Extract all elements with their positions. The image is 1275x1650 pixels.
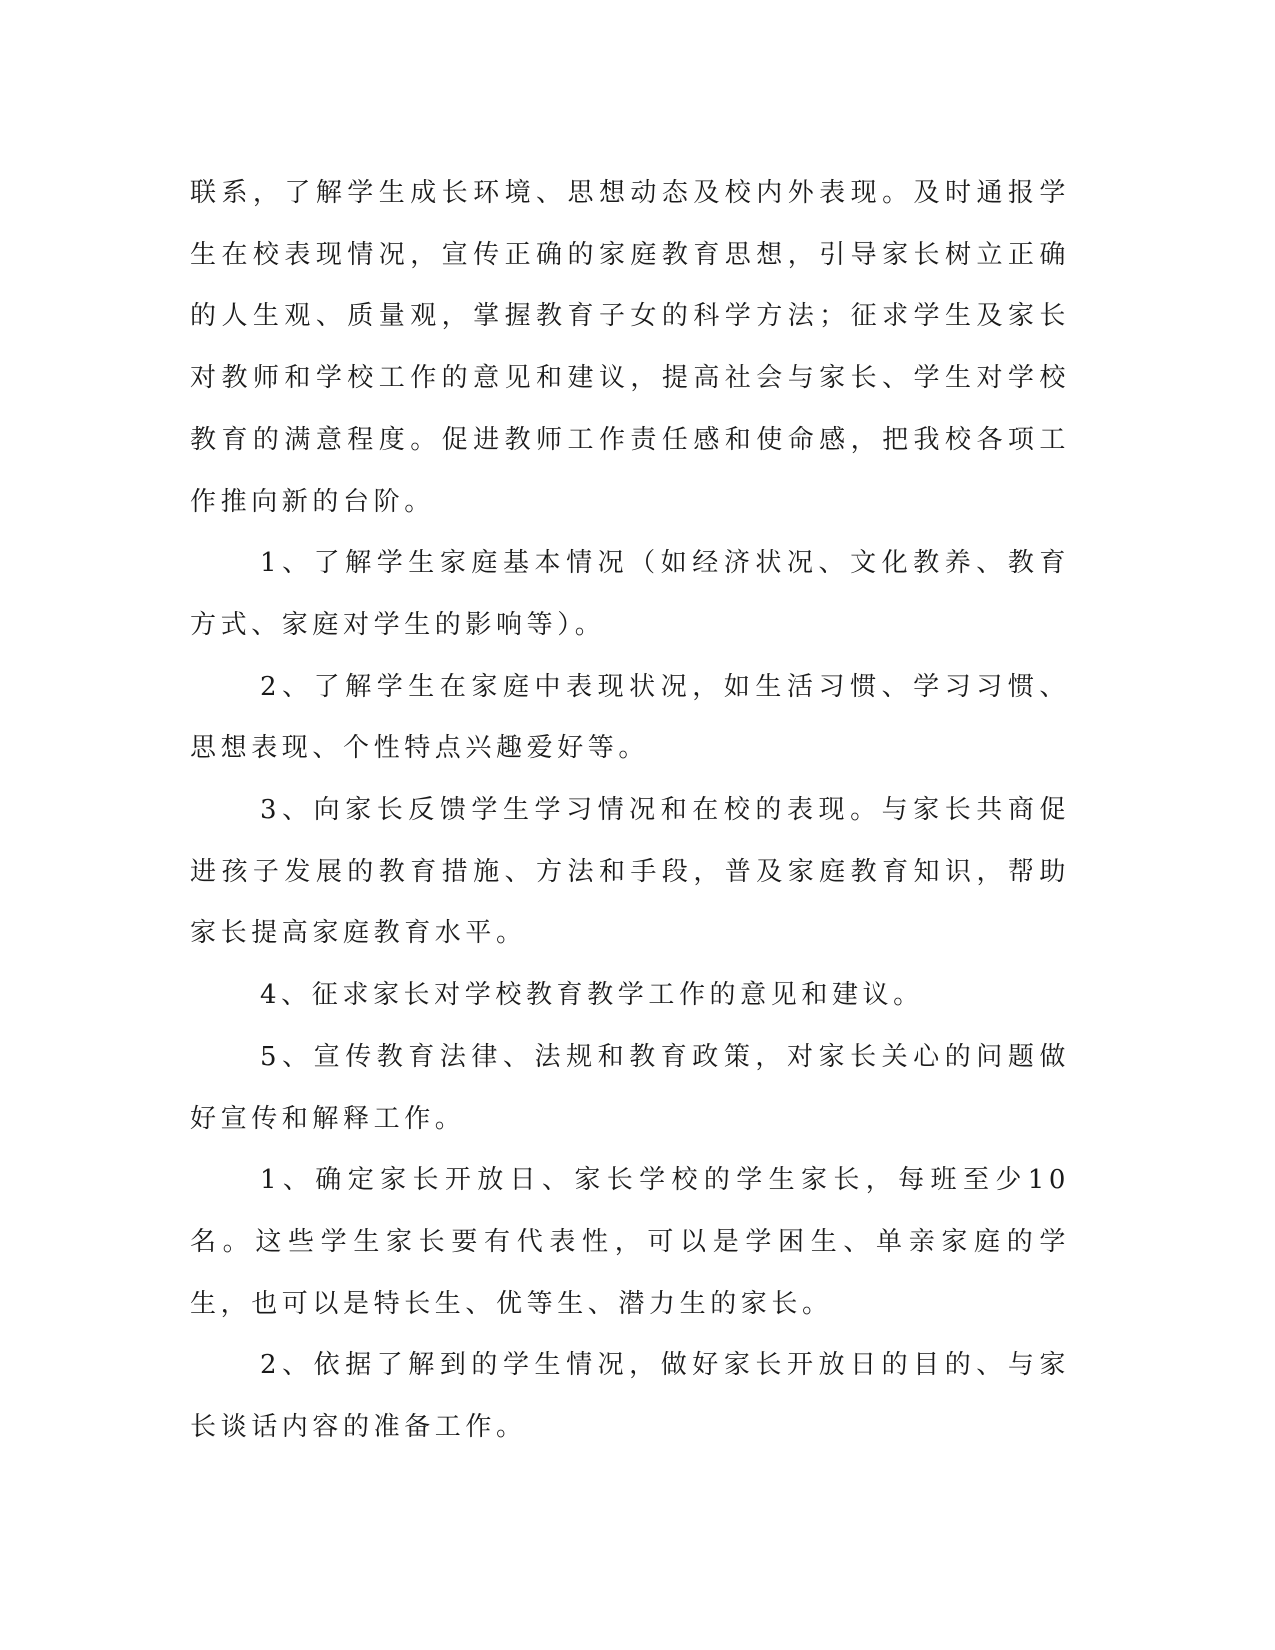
paragraph-item-3: 3、向家长反馈学生学习情况和在校的表现。与家长共商促进孩子发展的教育措施、方法和手段，普及家庭教育知识，帮助家长提高家庭教育水平。	[190, 795, 1070, 949]
paragraph-intro: 联系，了解学生成长环境、思想动态及校内外表现。及时通报学生在校表现情况，宣传正确的家庭教育思想，引导家长树立正确的人生观、质量观，掌握教育子女的科学方法；征求学生及家长对教师和学校工作的意见和建议，提高社会与家长、学生对学校教育的满意程度。促进教师工作责任感和使命感，把我校各项工作推向新的台阶。	[190, 178, 1070, 517]
paragraph-item-1: 1、了解学生家庭基本情况（如经济状况、文化教养、教育方式、家庭对学生的影响等）。	[190, 548, 1070, 640]
paragraph-step-2: 2、依据了解到的学生情况，做好家长开放日的目的、与家长谈话内容的准备工作。	[190, 1350, 1070, 1443]
paragraph-item-4: 4、征求家长对学校教育教学工作的意见和建议。	[260, 980, 924, 1011]
paragraph-item-2: 2、了解学生在家庭中表现状况，如生活习惯、学习习惯、思想表现、个性特点兴趣爱好等。	[190, 671, 1070, 764]
document-body	[190, 163, 1070, 1459]
paragraph-step-1: 1、确定家长开放日、家长学校的学生家长，每班至少10名。这些学生家长要有代表性，可以是学困生、单亲家庭的学生，也可以是特长生、优等生、潜力生的家长。	[190, 1165, 1070, 1319]
paragraph-item-5: 5、宣传教育法律、法规和教育政策，对家长关心的问题做好宣传和解释工作。	[190, 1041, 1070, 1134]
